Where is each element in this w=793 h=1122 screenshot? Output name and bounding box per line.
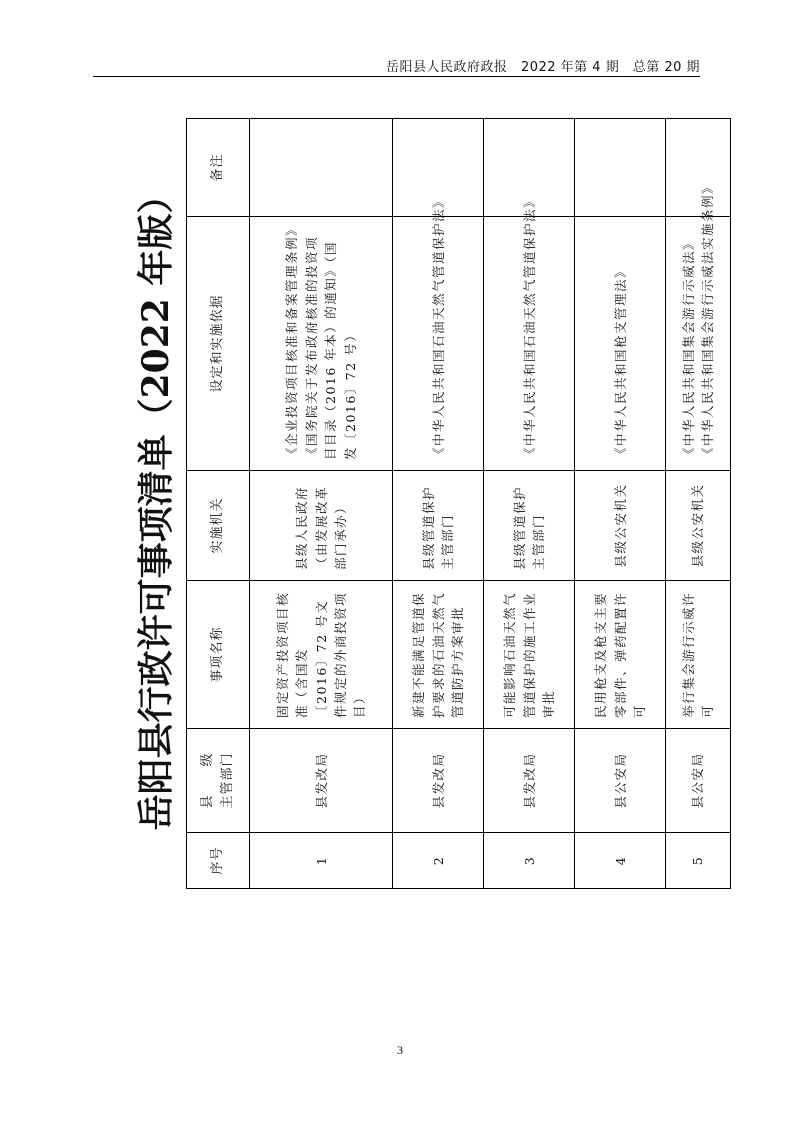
row-dept: 县发改局 bbox=[484, 729, 575, 833]
row-item: 固定资产投资项目核准（含国发〔2016〕72 号文件规定的外商投资项目） bbox=[250, 581, 393, 729]
row-dept: 县发改局 bbox=[250, 729, 393, 833]
row-no: 2 bbox=[393, 833, 484, 889]
col-header-agency: 实施机关 bbox=[187, 471, 250, 581]
table-row bbox=[575, 119, 666, 889]
table-row bbox=[666, 119, 731, 889]
row-item: 可能影响石油天然气管道保护的施工作业审批 bbox=[484, 581, 575, 729]
row-dept: 县公安局 bbox=[666, 729, 731, 833]
row-no: 1 bbox=[250, 833, 393, 889]
row-dept: 县公安局 bbox=[575, 729, 666, 833]
row-basis bbox=[484, 193, 575, 471]
row-agency: 县级管道保护主管部门 bbox=[393, 471, 484, 581]
basis-line: 《中华人民共和国枪支管理法》 bbox=[612, 263, 628, 460]
basis-line: 《中华人民共和国集会游行示威法实施条例》 bbox=[700, 179, 716, 460]
row-agency: 县级公安机关 bbox=[575, 471, 666, 581]
row-no: 5 bbox=[666, 833, 731, 889]
basis-line: 《中华人民共和国石油天然气管道保护法》 bbox=[430, 193, 446, 460]
row-remark bbox=[666, 119, 731, 217]
rotated-content bbox=[126, 119, 746, 889]
row-basis bbox=[666, 179, 731, 471]
row-item: 新建不能满足管道保护要求的石油天然气管道防护方案审批 bbox=[393, 581, 484, 729]
header-rule bbox=[93, 76, 700, 77]
basis-line: 《国务院关于发布政府核准的投资项目目录（2016 年本）的通知》（国发〔2016〕72 号） bbox=[303, 235, 358, 460]
document-title: 岳阳县行政许可事项清单（2022 年版） bbox=[135, 177, 177, 831]
row-basis bbox=[393, 193, 484, 471]
permit-table bbox=[186, 118, 731, 889]
row-agency: 县级管道保护主管部门 bbox=[484, 471, 575, 581]
row-basis bbox=[575, 217, 666, 471]
row-agency: 县级公安机关 bbox=[666, 471, 731, 581]
row-remark bbox=[575, 119, 666, 217]
table-header-row bbox=[187, 119, 250, 889]
table-row bbox=[250, 119, 393, 889]
row-item: 举行集会游行示威许可 bbox=[666, 581, 731, 729]
basis-line: 《中华人民共和国石油天然气管道保护法》 bbox=[521, 193, 537, 460]
page-header: 岳阳县人民政府政报 2022 年第 4 期 总第 20 期 bbox=[385, 60, 700, 75]
table-row bbox=[393, 119, 484, 889]
col-header-item: 事项名称 bbox=[187, 581, 250, 729]
col-header-remark: 备注 bbox=[187, 119, 250, 217]
basis-line: 《中华人民共和国集会游行示威法》 bbox=[680, 235, 696, 460]
basis-line: 《企业投资项目核准和备案管理条例》 bbox=[284, 221, 300, 460]
row-dept: 县发改局 bbox=[393, 729, 484, 833]
row-no: 4 bbox=[575, 833, 666, 889]
row-remark bbox=[250, 119, 393, 217]
row-item: 民用枪支及枪支主要零部件、弹药配置许可 bbox=[575, 581, 666, 729]
col-header-dept: 县 级 主管部门 bbox=[187, 729, 250, 833]
row-basis bbox=[250, 217, 393, 471]
row-no: 3 bbox=[484, 833, 575, 889]
table-row bbox=[484, 119, 575, 889]
page-number: 3 bbox=[397, 1043, 403, 1057]
col-header-no: 序号 bbox=[187, 833, 250, 889]
row-agency: 县级人民政府（由发展改革部门承办） bbox=[250, 471, 393, 581]
col-header-basis: 设定和实施依据 bbox=[187, 217, 250, 471]
